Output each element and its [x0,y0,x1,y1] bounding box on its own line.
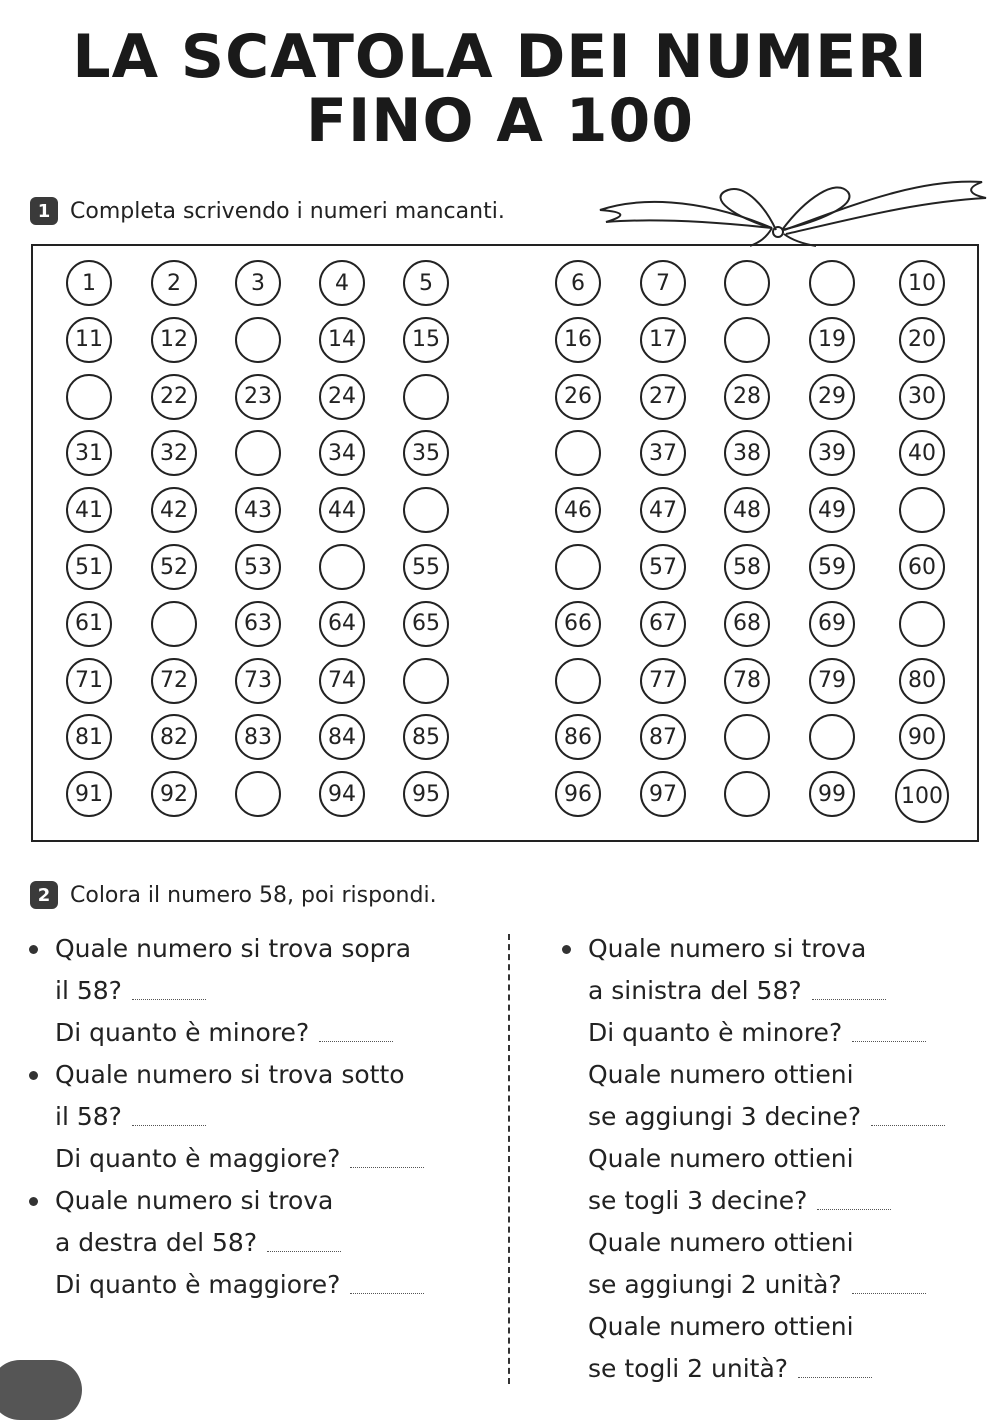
number-circle: 87 [640,714,686,760]
question-text: Quale numero ottieni [588,1060,854,1089]
question-text: se aggiungi 2 unità? [588,1270,842,1299]
answer-blank[interactable] [812,985,886,1000]
empty-number-circle[interactable] [555,430,601,476]
question-line [55,1138,424,1180]
answer-blank[interactable] [852,1279,926,1294]
empty-number-circle[interactable] [555,658,601,704]
empty-number-circle[interactable] [235,430,281,476]
bullet-icon [29,1071,38,1080]
number-circle: 68 [724,601,770,647]
number-circle: 46 [555,487,601,533]
bullet-icon [29,945,38,954]
bullet-icon [562,945,571,954]
number-circle: 81 [66,714,112,760]
empty-number-circle[interactable] [66,374,112,420]
number-circle: 66 [555,601,601,647]
question-line [55,928,424,970]
grid-row [31,658,979,710]
number-circle: 31 [66,430,112,476]
number-circle: 94 [319,771,365,817]
empty-number-circle[interactable] [235,317,281,363]
empty-number-circle[interactable] [319,544,365,590]
number-circle: 67 [640,601,686,647]
grid-row [31,430,979,482]
number-circle: 2 [151,260,197,306]
number-circle: 57 [640,544,686,590]
answer-blank[interactable] [817,1195,891,1210]
question-text: Di quanto è minore? [588,1018,843,1047]
grid-row [31,544,979,596]
empty-number-circle[interactable] [899,601,945,647]
question-text: il 58? [55,1102,122,1131]
question-line [55,1180,424,1222]
question-text: Quale numero ottieni [588,1312,854,1341]
answer-blank[interactable] [350,1153,424,1168]
grid-row [31,374,979,426]
questions-left-column [55,928,424,1306]
number-circle: 65 [403,601,449,647]
number-circle: 28 [724,374,770,420]
number-circle: 43 [235,487,281,533]
number-circle: 22 [151,374,197,420]
question-text: Di quanto è maggiore? [55,1144,341,1173]
empty-number-circle[interactable] [899,487,945,533]
number-circle: 38 [724,430,770,476]
question-line [588,1012,945,1054]
number-circle: 6 [555,260,601,306]
question-text: Di quanto è maggiore? [55,1270,341,1299]
empty-number-circle[interactable] [724,714,770,760]
number-circle: 72 [151,658,197,704]
question-line [588,1138,945,1180]
question-text: a destra del 58? [55,1228,258,1257]
number-circle: 52 [151,544,197,590]
answer-blank[interactable] [267,1237,341,1252]
number-circle: 3 [235,260,281,306]
number-circle: 44 [319,487,365,533]
question-line [588,1096,945,1138]
number-circle: 37 [640,430,686,476]
number-circle: 53 [235,544,281,590]
ribbon-bow-icon [596,178,992,248]
answer-blank[interactable] [350,1279,424,1294]
number-circle: 86 [555,714,601,760]
number-circle: 51 [66,544,112,590]
question-line [55,1096,424,1138]
question-line [588,1054,945,1096]
number-circle: 100 [895,769,949,823]
empty-number-circle[interactable] [151,601,197,647]
empty-number-circle[interactable] [724,771,770,817]
question-text: Quale numero si trova [55,1186,334,1215]
number-circle: 83 [235,714,281,760]
empty-number-circle[interactable] [235,771,281,817]
number-circle: 16 [555,317,601,363]
question-line [588,970,945,1012]
number-circle: 49 [809,487,855,533]
questions-right-column [588,928,945,1390]
number-circle: 84 [319,714,365,760]
number-circle: 35 [403,430,449,476]
number-circle: 74 [319,658,365,704]
question-text: Quale numero si trova sotto [55,1060,405,1089]
question-text: se togli 3 decine? [588,1186,808,1215]
number-circle: 30 [899,374,945,420]
question-text: Quale numero ottieni [588,1144,854,1173]
question-text: Quale numero si trova sopra [55,934,412,963]
question-line [588,1180,945,1222]
exercise-1-instruction: Completa scrivendo i numeri mancanti. [70,198,505,224]
number-circle: 19 [809,317,855,363]
question-line [588,1264,945,1306]
empty-number-circle[interactable] [555,544,601,590]
number-circle: 32 [151,430,197,476]
question-line [55,1054,424,1096]
grid-row [31,714,979,766]
number-circle: 71 [66,658,112,704]
question-text: se togli 2 unità? [588,1354,789,1383]
number-circle: 82 [151,714,197,760]
number-circle: 47 [640,487,686,533]
empty-number-circle[interactable] [809,714,855,760]
exercise-1-header [30,197,505,225]
empty-number-circle[interactable] [809,260,855,306]
number-circle: 5 [403,260,449,306]
answer-blank[interactable] [132,1111,206,1126]
grid-row [31,771,979,823]
answer-blank[interactable] [798,1363,872,1378]
answer-blank[interactable] [852,1027,926,1042]
number-circle: 23 [235,374,281,420]
question-line [588,1222,945,1264]
number-circle: 80 [899,658,945,704]
number-circle: 11 [66,317,112,363]
number-circle: 15 [403,317,449,363]
number-circle: 92 [151,771,197,817]
number-circle: 73 [235,658,281,704]
page-number-tab [0,1360,82,1420]
empty-number-circle[interactable] [724,317,770,363]
column-divider [508,934,510,1384]
number-circle: 97 [640,771,686,817]
question-line [588,1306,945,1348]
question-text: Quale numero ottieni [588,1228,854,1257]
number-circle: 17 [640,317,686,363]
number-circle: 85 [403,714,449,760]
answer-blank[interactable] [132,985,206,1000]
number-circle: 61 [66,601,112,647]
question-line [55,1264,424,1306]
number-circle: 55 [403,544,449,590]
number-circle: 39 [809,430,855,476]
answer-blank[interactable] [871,1111,945,1126]
number-circle: 48 [724,487,770,533]
grid-row [31,317,979,369]
question-text: il 58? [55,976,122,1005]
number-circle: 29 [809,374,855,420]
exercise-2-badge: 2 [30,881,58,909]
number-circle: 58 [724,544,770,590]
question-line [588,928,945,970]
exercise-1-badge: 1 [30,197,58,225]
grid-row [31,601,979,653]
question-line [55,1012,424,1054]
page-title-line-2: FINO A 100 [306,86,694,156]
number-circle: 34 [319,430,365,476]
number-circle: 60 [899,544,945,590]
number-circle: 77 [640,658,686,704]
number-circle: 99 [809,771,855,817]
number-circle: 79 [809,658,855,704]
exercise-2-instruction: Colora il numero 58, poi rispondi. [70,882,437,908]
number-circle: 90 [899,714,945,760]
empty-number-circle[interactable] [403,487,449,533]
number-circle: 12 [151,317,197,363]
grid-row [31,260,979,312]
number-circle: 59 [809,544,855,590]
empty-number-circle[interactable] [403,374,449,420]
number-circle: 10 [899,260,945,306]
question-text: a sinistra del 58? [588,976,802,1005]
number-circle: 63 [235,601,281,647]
number-circle: 1 [66,260,112,306]
number-circle: 64 [319,601,365,647]
question-text: Di quanto è minore? [55,1018,310,1047]
grid-row [31,487,979,539]
number-circle: 4 [319,260,365,306]
number-circle: 42 [151,487,197,533]
question-text: Quale numero si trova [588,934,867,963]
number-circle: 7 [640,260,686,306]
empty-number-circle[interactable] [403,658,449,704]
number-circle: 26 [555,374,601,420]
number-circle: 27 [640,374,686,420]
number-circle: 78 [724,658,770,704]
number-circle: 91 [66,771,112,817]
number-circle: 41 [66,487,112,533]
question-line [55,1222,424,1264]
number-circle: 14 [319,317,365,363]
number-circle: 40 [899,430,945,476]
question-text: se aggiungi 3 decine? [588,1102,862,1131]
question-line [55,970,424,1012]
number-circle: 20 [899,317,945,363]
number-circle: 95 [403,771,449,817]
bullet-icon [29,1197,38,1206]
exercise-2-header [30,881,437,909]
page-title-line-1: LA SCATOLA DEI NUMERI [72,22,928,92]
number-circle: 24 [319,374,365,420]
empty-number-circle[interactable] [724,260,770,306]
answer-blank[interactable] [319,1027,393,1042]
number-circle: 96 [555,771,601,817]
number-circle: 69 [809,601,855,647]
